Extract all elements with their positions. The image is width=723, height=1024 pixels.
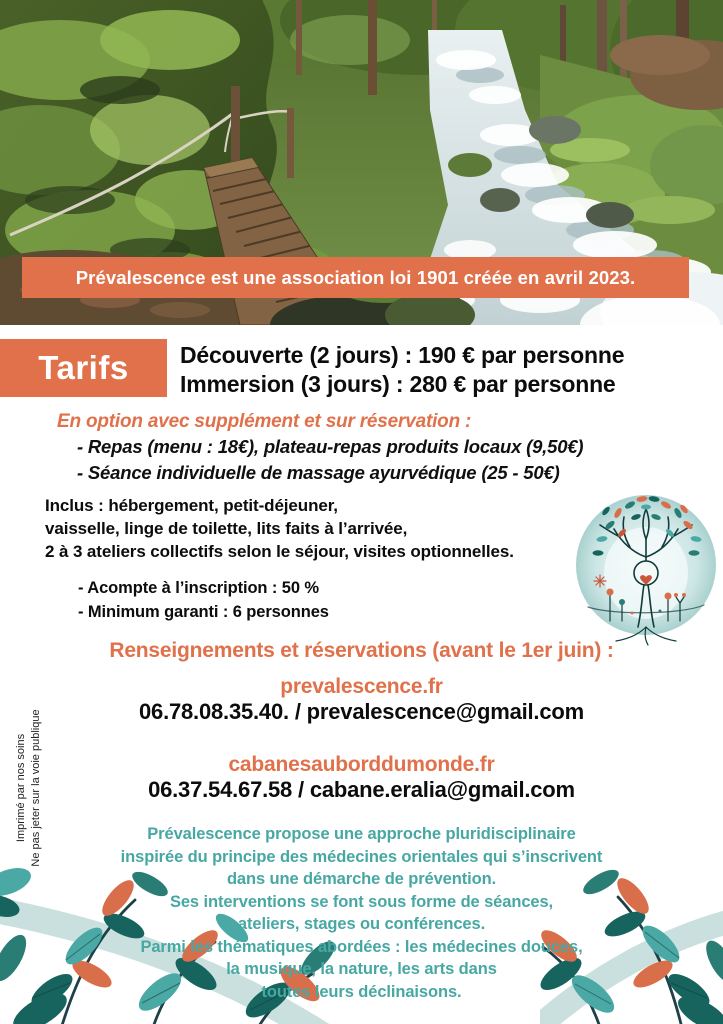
about-line: toutes leurs déclinaisons. bbox=[261, 982, 462, 1001]
price-line-decouverte: Découverte (2 jours) : 190 € par personne bbox=[180, 342, 625, 368]
condition-minimum: - Minimum garanti : 6 personnes bbox=[78, 602, 329, 621]
options-heading: En option avec supplément et sur réservation : bbox=[57, 411, 472, 432]
included-line: vaisselle, linge de toilette, lits faits à l’arrivée, bbox=[45, 519, 408, 538]
about-line: Prévalescence propose une approche pluridisciplinaire bbox=[147, 825, 576, 843]
tarifs-label: Tarifs bbox=[0, 339, 167, 397]
about-line: la musique, la nature, les arts dans bbox=[226, 960, 497, 978]
included-block bbox=[45, 494, 514, 563]
conditions-block bbox=[78, 577, 329, 624]
website-cabanes: cabanesauborddumonde.fr bbox=[228, 753, 495, 776]
price-line-immersion: Immersion (3 jours) : 280 € par personne bbox=[180, 370, 616, 397]
website-prevalescence: prevalescence.fr bbox=[280, 675, 443, 698]
about-line: dans une démarche de prévention. bbox=[226, 870, 497, 888]
about-line: ateliers, stages ou conférences. bbox=[237, 915, 486, 933]
included-line: Inclus : hébergement, petit-déjeuner, bbox=[45, 496, 338, 515]
about-block bbox=[0, 823, 723, 1003]
condition-deposit: - Acompte à l’inscription : 50 % bbox=[78, 579, 319, 597]
print-disclaimer bbox=[14, 683, 44, 893]
option-item-repas: - Repas (menu : 18€), plateau-repas produits locaux (9,50€) bbox=[77, 436, 584, 457]
price-lines bbox=[180, 341, 624, 398]
included-line: 2 à 3 ateliers collectifs selon le séjour, visites optionnelles. bbox=[45, 542, 514, 561]
phone-email-cabanes: 06.37.54.67.58 / cabane.eralia@gmail.com bbox=[148, 777, 575, 802]
association-banner: Prévalescence est une association loi 1901 créée en avril 2023. bbox=[22, 257, 689, 298]
about-line: Parmi les thématiques abordées : les médecines douces, bbox=[140, 937, 583, 956]
option-item-massage: - Séance individuelle de massage ayurvédique (25 - 50€) bbox=[77, 462, 560, 483]
print-disclaimer-line: Ne pas jeter sur la voie publique bbox=[30, 709, 42, 867]
phone-email-prevalescence: 06.78.08.35.40. / prevalescence@gmail.com bbox=[139, 699, 584, 724]
contact-heading: Renseignements et réservations (avant le 1er juin) : bbox=[109, 639, 614, 662]
print-disclaimer-line: Imprimé par nos soins bbox=[15, 733, 27, 843]
about-line: Ses interventions se font sous forme de séances, bbox=[169, 892, 554, 911]
prevalescence-tree-logo bbox=[572, 481, 720, 647]
about-line: inspirée du principe des médecines orientales qui s’inscrivent bbox=[120, 847, 603, 866]
